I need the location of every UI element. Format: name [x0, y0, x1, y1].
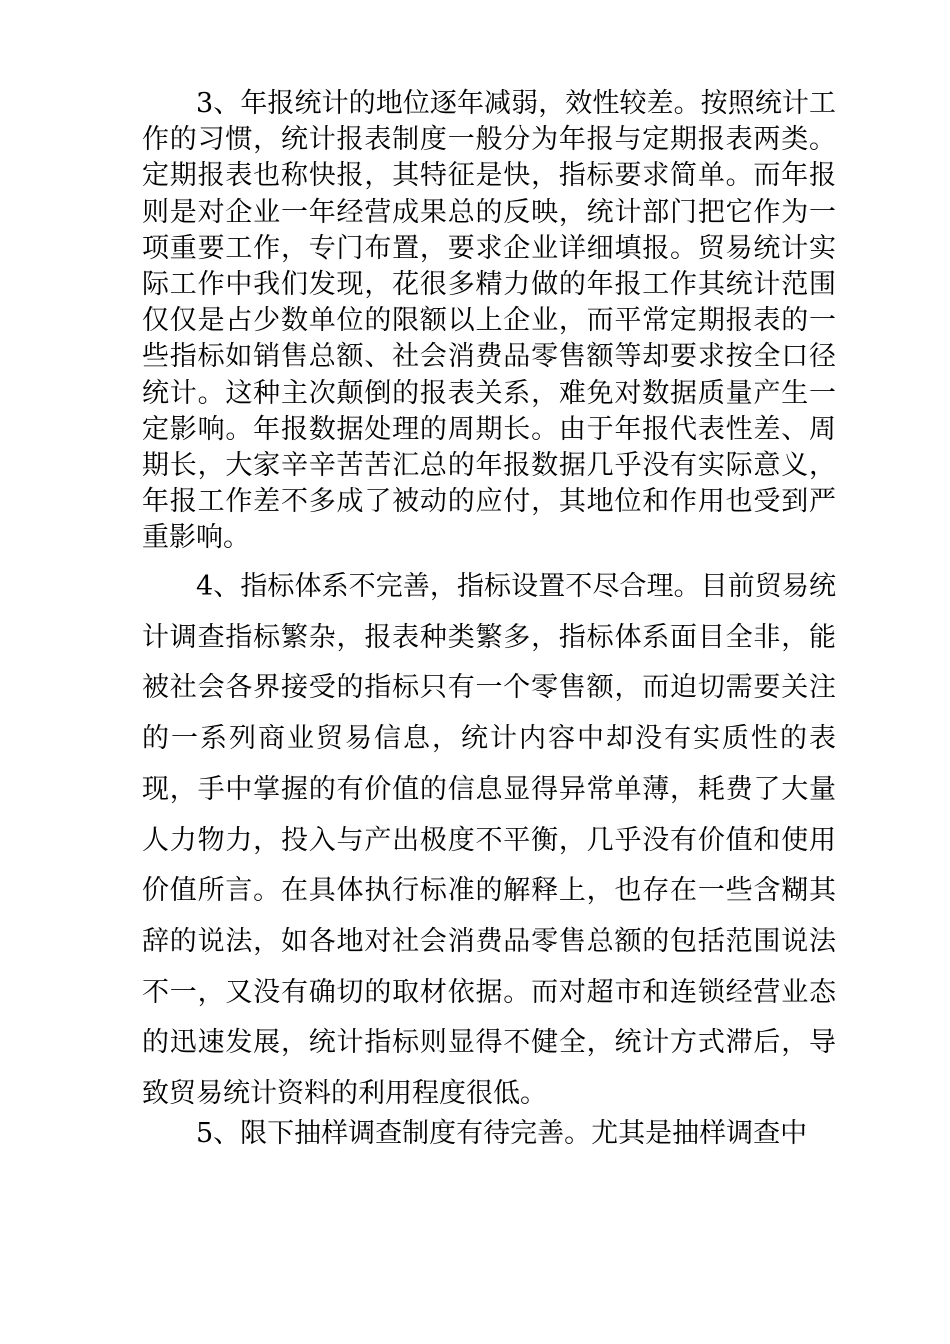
paragraph-item-5: 5、限下抽样调查制度有待完善。尤其是抽样调查中 [196, 1118, 808, 1149]
paragraph-item-3: 3、年报统计的地位逐年减弱，效性较差。按照统计工作的习惯，统计报表制度一般分为年报与定期报表两类。定期报表也称快报，其特征是快，指标要求简单。而年报则是对企业一年经营成果总的反映，统计部门把它作为一项重要工作，专门布置，要求企业详细填报。贸易统计实际工作中我们发现，花很多精力做的年报工作其统计范围仅仅是占少数单位的限额以上企业，而平常定期报表的一些指标如销售总额、社会消费品零售额等却要求按全口径统计。这种主次颠倒的报表关系，难免对数据质量产生一定影响。年报数据处理的周期长。由于年报代表性差、周期长，大家辛辛苦苦汇总的年报数据几乎没有实际意义，年报工作差不多成了被动的应付，其地位和作用也受到严重影响。 [142, 88, 836, 554]
paragraph-item-4: 4、指标体系不完善，指标设置不尽合理。目前贸易统计调查指标繁杂，报表种类繁多，指标体系面目全非，能被社会各界接受的指标只有一个零售额，而迫切需要关注的一系列商业贸易信息，统计内容中却没有实质性的表现，手中掌握的有价值的信息显得异常单薄，耗费了大量人力物力，投入与产出极度不平衡，几乎没有价值和使用价值所言。在具体执行标准的解释上，也存在一些含糊其辞的说法，如各地对社会消费品零售总额的包括范围说法不一，又没有确切的取材依据。而对超市和连锁经营业态的迅速发展，统计指标则显得不健全，统计方式滞后，导致贸易统计资料的利用程度很低。 [142, 571, 836, 1110]
